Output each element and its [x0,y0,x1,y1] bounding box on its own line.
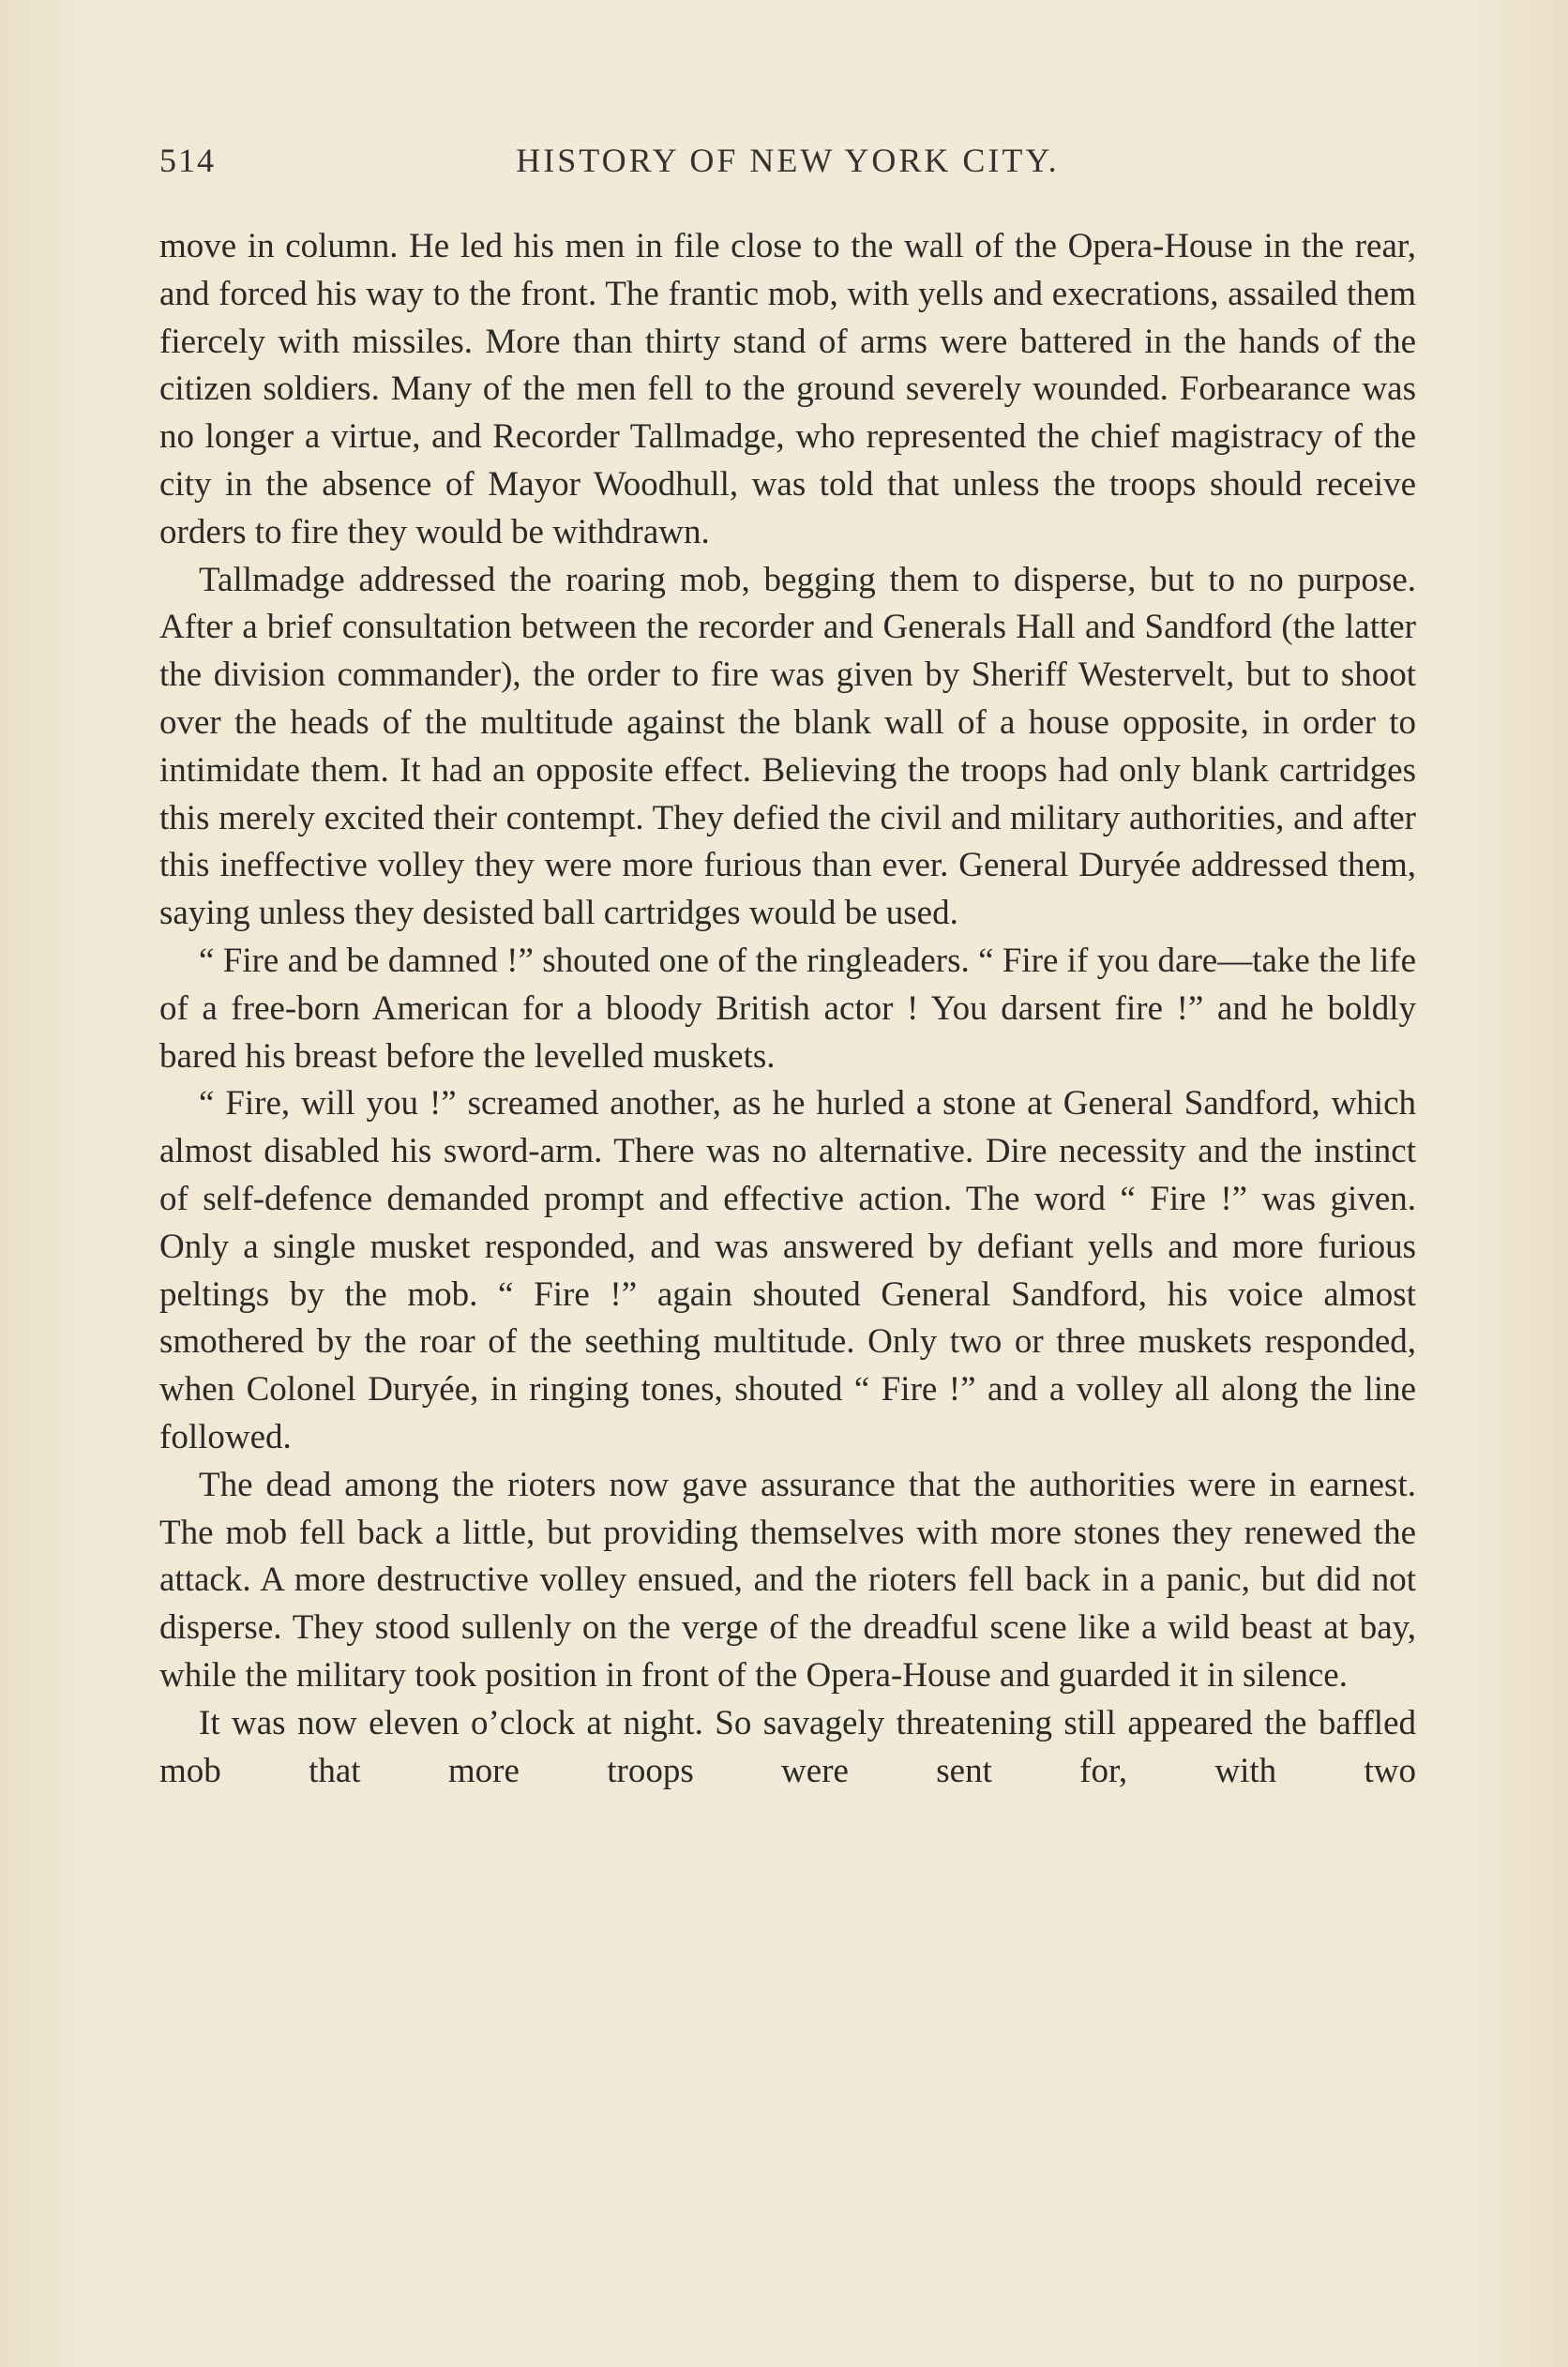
running-head [159,141,1416,188]
page-number: 514 [159,142,216,179]
paragraph: “ Fire, will you !” screamed another, as he hurled a stone at General Sandford, which almost disabled his sword-arm. There was no alternative. Dire necessity and the instinct of self-defence demanded prompt and effective action. The word “ Fire !” was given. Only a single musket responded, and was answered by defiant yells and more furious peltings by the mob. “ Fire !” again shouted General Sandford, his voice almost smothered by the roar of the seething multitude. Only two or three muskets responded, when Colonel Duryée, in ringing tones, shouted “ Fire !” and a volley all along the line followed. [159,1084,1416,1456]
running-title: HISTORY OF NEW YORK CITY. [516,142,1060,179]
body-text [159,223,1416,1795]
paragraph-continues: It was now eleven o’clock at night. So savagely threatening still appeared the baffled mob that more troops were sent for, with two [159,1703,1416,1790]
paragraph: The dead among the rioters now gave assurance that the authorities were in earnest. The mob fell back a little, but providing themselves with more stones they renewed the attack. A more destructive volley ensued, and the rioters fell back in a panic, but did not disperse. They stood sullenly on the verge of the dreadful scene like a wild beast at bay, while the military took position in front of the Opera-House and guarded it in silence. [159,1465,1416,1695]
paragraph: “ Fire and be damned !” shouted one of the ringleaders. “ Fire if you dare—take the life of a free-born American for a bloody British actor ! You darsent fire !” and he boldly bared his breast before the levelled muskets. [159,941,1416,1076]
paragraph-continued: move in column. He led his men in file close to the wall of the Opera-House in the rear, and forced his way to the front. The frantic mob, with yells and execrations, assailed them fiercely with missiles. More than thirty stand of arms were battered in the hands of the citizen soldiers. Many of the men fell to the ground severely wounded. Forbearance was no longer a virtue, and Recorder Tallmadge, who represented the chief magistracy of the city in the absence of Mayor Woodhull, was told that unless the troops should receive orders to fire they would be withdrawn. [159,227,1416,551]
paragraph: Tallmadge addressed the roaring mob, begging them to disperse, but to no purpose. After a brief consultation between the recorder and Generals Hall and Sandford (the latter the division commander), the order to fire was given by Sheriff Westervelt, but to shoot over the heads of the multitude against the blank wall of a house opposite, in order to intimidate them. It had an opposite effect. Believing the troops had only blank cartridges this merely excited their contempt. They defied the civil and military authorities, and after this ineffective volley they were more furious than ever. General Duryée addressed them, saying unless they desisted ball cartridges would be used. [159,560,1416,933]
